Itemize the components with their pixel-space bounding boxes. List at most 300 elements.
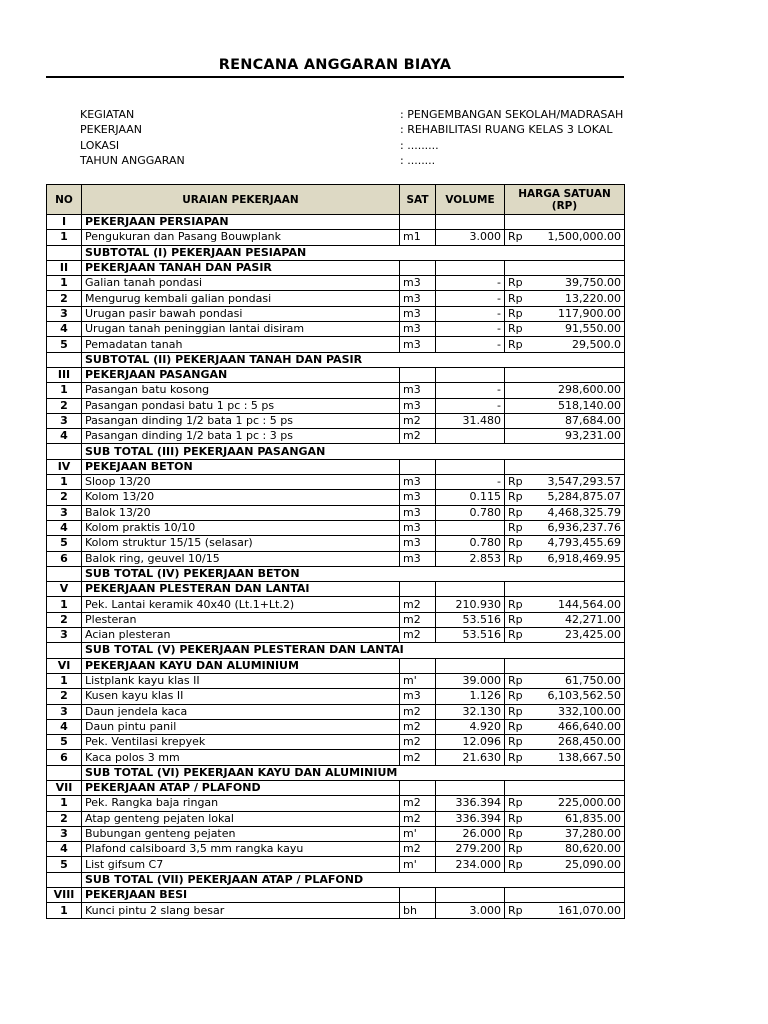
currency-cell	[505, 658, 537, 673]
item-description: Listplank kayu klas II	[82, 673, 400, 688]
table-row	[47, 903, 625, 918]
item-description: List gifsum C7	[82, 857, 400, 872]
unit-cell: m2	[400, 612, 436, 627]
unit-cell: m1	[400, 230, 436, 245]
currency-cell: Rp	[505, 306, 537, 321]
currency-cell	[505, 367, 537, 382]
info-row-kegiatan	[80, 107, 640, 122]
currency-cell	[505, 888, 537, 903]
currency-cell: Rp	[505, 505, 537, 520]
subtotal-label: SUB TOTAL (IV) PEKERJAAN BETON	[82, 566, 625, 581]
section-row	[47, 260, 625, 275]
row-number	[47, 643, 82, 658]
volume-cell: 31.480	[436, 413, 505, 428]
volume-cell	[436, 260, 505, 275]
row-number: 1	[47, 673, 82, 688]
volume-cell: 0.115	[436, 490, 505, 505]
row-number: 1	[47, 276, 82, 291]
row-number: 3	[47, 413, 82, 428]
price-cell: 332,100.00	[537, 704, 625, 719]
item-description: Sloop 13/20	[82, 475, 400, 490]
currency-cell: Rp	[505, 842, 537, 857]
unit-cell: m2	[400, 628, 436, 643]
item-description: Galian tanah pondasi	[82, 276, 400, 291]
currency-cell: Rp	[505, 597, 537, 612]
volume-cell: 21.630	[436, 750, 505, 765]
volume-cell	[436, 780, 505, 795]
currency-cell: Rp	[505, 857, 537, 872]
table-row	[47, 398, 625, 413]
section-row	[47, 658, 625, 673]
row-number: II	[47, 260, 82, 275]
row-number: 4	[47, 842, 82, 857]
price-cell	[537, 215, 625, 230]
unit-cell: m3	[400, 490, 436, 505]
info-value: : PENGEMBANGAN SEKOLAH/MADRASAH	[400, 108, 624, 121]
price-cell: 225,000.00	[537, 796, 625, 811]
volume-cell: -	[436, 322, 505, 337]
item-description: Pasangan dinding 1/2 bata 1 pc : 5 ps	[82, 413, 400, 428]
currency-cell	[505, 582, 537, 597]
section-row	[47, 582, 625, 597]
table-row	[47, 689, 625, 704]
price-cell: 144,564.00	[537, 597, 625, 612]
item-description: Pemadatan tanah	[82, 337, 400, 352]
currency-cell: Rp	[505, 903, 537, 918]
item-description: Kolom praktis 10/10	[82, 520, 400, 535]
unit-cell: m2	[400, 842, 436, 857]
table-row	[47, 551, 625, 566]
item-description: Acian plesteran	[82, 628, 400, 643]
item-description: Urugan pasir bawah pondasi	[82, 306, 400, 321]
volume-cell: 234.000	[436, 857, 505, 872]
currency-cell: Rp	[505, 750, 537, 765]
unit-cell: m3	[400, 276, 436, 291]
volume-cell: 53.516	[436, 612, 505, 627]
item-description: Pek. Lantai keramik 40x40 (Lt.1+Lt.2)	[82, 597, 400, 612]
table-row	[47, 306, 625, 321]
row-number	[47, 245, 82, 260]
unit-cell: m2	[400, 597, 436, 612]
volume-cell: 1.126	[436, 689, 505, 704]
project-info	[80, 107, 640, 169]
unit-cell: m2	[400, 750, 436, 765]
subtotal-row	[47, 566, 625, 581]
unit-cell: m3	[400, 689, 436, 704]
row-number: 4	[47, 322, 82, 337]
currency-cell: Rp	[505, 337, 537, 352]
volume-cell: -	[436, 398, 505, 413]
currency-cell	[505, 215, 537, 230]
price-cell: 5,284,875.07	[537, 490, 625, 505]
price-cell: 29,500.0	[537, 337, 625, 352]
unit-cell: bh	[400, 903, 436, 918]
col-header-harga-line2: (RP)	[551, 199, 578, 212]
col-header-volume: VOLUME	[436, 185, 505, 215]
sat-cell	[400, 582, 436, 597]
subtotal-row	[47, 352, 625, 367]
unit-cell: m3	[400, 322, 436, 337]
row-number: 1	[47, 597, 82, 612]
currency-cell: Rp	[505, 719, 537, 734]
row-number: 1	[47, 796, 82, 811]
unit-cell: m3	[400, 536, 436, 551]
currency-cell: Rp	[505, 322, 537, 337]
table-row	[47, 597, 625, 612]
unit-cell: m3	[400, 520, 436, 535]
unit-cell: m3	[400, 551, 436, 566]
item-description: Balok ring, geuvel 10/15	[82, 551, 400, 566]
section-row	[47, 888, 625, 903]
table-row	[47, 735, 625, 750]
currency-cell	[505, 459, 537, 474]
price-cell: 6,103,562.50	[537, 689, 625, 704]
row-number: 1	[47, 230, 82, 245]
table-row	[47, 673, 625, 688]
currency-cell: Rp	[505, 520, 537, 535]
subtotal-label: SUBTOTAL (I) PEKERJAAN PESIAPAN	[82, 245, 625, 260]
unit-cell: m2	[400, 429, 436, 444]
currency-cell: Rp	[505, 796, 537, 811]
row-number: VI	[47, 658, 82, 673]
table-row	[47, 291, 625, 306]
subtotal-row	[47, 643, 625, 658]
volume-cell: 336.394	[436, 811, 505, 826]
price-cell: 117,900.00	[537, 306, 625, 321]
item-description: Daun jendela kaca	[82, 704, 400, 719]
volume-cell	[436, 658, 505, 673]
currency-cell	[505, 383, 537, 398]
table-row	[47, 811, 625, 826]
price-cell: 4,468,325.79	[537, 505, 625, 520]
price-cell	[537, 658, 625, 673]
subtotal-row	[47, 444, 625, 459]
info-value: : ........	[400, 154, 436, 168]
price-cell	[537, 780, 625, 795]
price-cell: 93,231.00	[537, 429, 625, 444]
info-value: : REHABILITASI RUANG KELAS 3 LOKAL	[400, 123, 613, 137]
sat-cell	[400, 260, 436, 275]
table-body	[47, 215, 625, 919]
table-row	[47, 719, 625, 734]
volume-cell	[436, 215, 505, 230]
volume-cell: -	[436, 276, 505, 291]
price-cell: 25,090.00	[537, 857, 625, 872]
table-row	[47, 505, 625, 520]
section-row	[47, 367, 625, 382]
row-number: 4	[47, 520, 82, 535]
price-cell: 298,600.00	[537, 383, 625, 398]
subtotal-label: SUB TOTAL (V) PEKERJAAN PLESTERAN DAN LANTAI	[82, 643, 625, 658]
price-cell: 138,667.50	[537, 750, 625, 765]
volume-cell: 12.096	[436, 735, 505, 750]
currency-cell: Rp	[505, 811, 537, 826]
unit-cell: m3	[400, 475, 436, 490]
info-row-tahun-anggaran	[80, 153, 640, 168]
price-cell: 61,835.00	[537, 811, 625, 826]
unit-cell: m2	[400, 719, 436, 734]
item-description: Daun pintu panil	[82, 719, 400, 734]
price-cell: 518,140.00	[537, 398, 625, 413]
item-description: Pasangan pondasi batu 1 pc : 5 ps	[82, 398, 400, 413]
row-number	[47, 566, 82, 581]
row-number: 2	[47, 689, 82, 704]
row-number: 6	[47, 750, 82, 765]
page-title: RENCANA ANGGARAN BIAYA	[218, 57, 452, 73]
item-description: Pasangan dinding 1/2 bata 1 pc : 3 ps	[82, 429, 400, 444]
row-number: 2	[47, 291, 82, 306]
volume-cell: 26.000	[436, 826, 505, 841]
sat-cell	[400, 215, 436, 230]
currency-cell: Rp	[505, 475, 537, 490]
table-row	[47, 413, 625, 428]
volume-cell: 3.000	[436, 230, 505, 245]
sat-cell	[400, 780, 436, 795]
row-number	[47, 352, 82, 367]
row-number: 5	[47, 536, 82, 551]
table-row	[47, 704, 625, 719]
row-number	[47, 444, 82, 459]
currency-cell: Rp	[505, 551, 537, 566]
row-number	[47, 765, 82, 780]
section-title: PEKERJAAN PERSIAPAN	[82, 215, 400, 230]
row-number	[47, 872, 82, 887]
price-cell: 61,750.00	[537, 673, 625, 688]
item-description: Urugan tanah peninggian lantai disiram	[82, 322, 400, 337]
sat-cell	[400, 658, 436, 673]
currency-cell: Rp	[505, 490, 537, 505]
info-value: : .........	[400, 138, 439, 152]
price-cell: 6,918,469.95	[537, 551, 625, 566]
price-cell: 91,550.00	[537, 322, 625, 337]
volume-cell: -	[436, 291, 505, 306]
subtotal-label: SUB TOTAL (III) PEKERJAAN PASANGAN	[82, 444, 625, 459]
volume-cell: 53.516	[436, 628, 505, 643]
volume-cell: 0.780	[436, 536, 505, 551]
price-cell: 42,271.00	[537, 612, 625, 627]
unit-cell: m3	[400, 291, 436, 306]
item-description: Bubungan genteng pejaten	[82, 826, 400, 841]
price-cell	[537, 582, 625, 597]
price-cell: 466,640.00	[537, 719, 625, 734]
item-description: Balok 13/20	[82, 505, 400, 520]
section-title: PEKERJAAN TANAH DAN PASIR	[82, 260, 400, 275]
table-row	[47, 536, 625, 551]
volume-cell: 32.130	[436, 704, 505, 719]
table-row	[47, 826, 625, 841]
row-number: I	[47, 215, 82, 230]
info-label: TAHUN ANGGARAN	[80, 154, 185, 168]
table-row	[47, 322, 625, 337]
currency-cell	[505, 780, 537, 795]
row-number: 1	[47, 903, 82, 918]
volume-cell: 279.200	[436, 842, 505, 857]
info-label: PEKERJAAN	[80, 123, 143, 137]
col-header-sat: SAT	[400, 185, 436, 215]
volume-cell: 39.000	[436, 673, 505, 688]
price-cell: 13,220.00	[537, 291, 625, 306]
table-header-row	[47, 185, 625, 215]
unit-cell: m3	[400, 337, 436, 352]
sat-cell	[400, 888, 436, 903]
volume-cell	[436, 429, 505, 444]
table-row	[47, 857, 625, 872]
row-number: VII	[47, 780, 82, 795]
info-label: KEGIATAN	[80, 108, 135, 121]
table-row	[47, 796, 625, 811]
unit-cell: m2	[400, 704, 436, 719]
sat-cell	[400, 459, 436, 474]
price-cell: 161,070.00	[537, 903, 625, 918]
row-number: 6	[47, 551, 82, 566]
section-row	[47, 780, 625, 795]
row-number: 4	[47, 429, 82, 444]
section-title: PEKERJAAN ATAP / PLAFOND	[82, 780, 400, 795]
sat-cell	[400, 367, 436, 382]
row-number: 1	[47, 383, 82, 398]
table-row	[47, 383, 625, 398]
volume-cell	[436, 367, 505, 382]
subtotal-label: SUB TOTAL (VII) PEKERJAAN ATAP / PLAFOND	[82, 872, 625, 887]
unit-cell: m2	[400, 796, 436, 811]
price-cell: 1,500,000.00	[537, 230, 625, 245]
price-cell	[537, 888, 625, 903]
unit-cell: m2	[400, 735, 436, 750]
item-description: Plafond calsiboard 3,5 mm rangka kayu	[82, 842, 400, 857]
item-description: Pengukuran dan Pasang Bouwplank	[82, 230, 400, 245]
unit-cell: m3	[400, 383, 436, 398]
volume-cell: 0.780	[436, 505, 505, 520]
row-number: 3	[47, 704, 82, 719]
item-description: Plesteran	[82, 612, 400, 627]
row-number: IV	[47, 459, 82, 474]
section-row	[47, 459, 625, 474]
currency-cell: Rp	[505, 536, 537, 551]
subtotal-label: SUBTOTAL (II) PEKERJAAN TANAH DAN PASIR	[82, 352, 625, 367]
col-header-uraian: URAIAN PEKERJAAN	[82, 185, 400, 215]
unit-cell: m2	[400, 413, 436, 428]
volume-cell	[436, 520, 505, 535]
table-row	[47, 750, 625, 765]
volume-cell: -	[436, 306, 505, 321]
volume-cell: -	[436, 383, 505, 398]
currency-cell	[505, 429, 537, 444]
table-row	[47, 520, 625, 535]
item-description: Kolom struktur 15/15 (selasar)	[82, 536, 400, 551]
currency-cell: Rp	[505, 735, 537, 750]
col-header-harga-line1: HARGA SATUAN	[518, 187, 611, 200]
unit-cell: m2	[400, 811, 436, 826]
unit-cell: m3	[400, 306, 436, 321]
section-title: PEKERJAAN PASANGAN	[82, 367, 400, 382]
volume-cell: 2.853	[436, 551, 505, 566]
price-cell: 87,684.00	[537, 413, 625, 428]
info-row-pekerjaan	[80, 122, 640, 137]
item-description: Kaca polos 3 mm	[82, 750, 400, 765]
item-description: Kolom 13/20	[82, 490, 400, 505]
table-row	[47, 490, 625, 505]
unit-cell: m'	[400, 673, 436, 688]
volume-cell	[436, 582, 505, 597]
price-cell: 268,450.00	[537, 735, 625, 750]
volume-cell: -	[436, 337, 505, 352]
table-row	[47, 337, 625, 352]
unit-cell: m'	[400, 857, 436, 872]
info-label: LOKASI	[80, 138, 120, 152]
table-row	[47, 842, 625, 857]
currency-cell: Rp	[505, 230, 537, 245]
volume-cell: 4.920	[436, 719, 505, 734]
section-title: PEKERJAAN KAYU DAN ALUMINIUM	[82, 658, 400, 673]
unit-cell: m'	[400, 826, 436, 841]
row-number: V	[47, 582, 82, 597]
currency-cell: Rp	[505, 276, 537, 291]
table-row	[47, 429, 625, 444]
price-cell: 37,280.00	[537, 826, 625, 841]
currency-cell	[505, 413, 537, 428]
subtotal-label: SUB TOTAL (VI) PEKERJAAN KAYU DAN ALUMINIUM	[82, 765, 625, 780]
volume-cell	[436, 459, 505, 474]
row-number: 3	[47, 826, 82, 841]
price-cell: 6,936,237.76	[537, 520, 625, 535]
row-number: 2	[47, 612, 82, 627]
table-row	[47, 276, 625, 291]
item-description: Mengurug kembali galian pondasi	[82, 291, 400, 306]
row-number: 5	[47, 735, 82, 750]
currency-cell: Rp	[505, 826, 537, 841]
row-number: VIII	[47, 888, 82, 903]
table-row	[47, 612, 625, 627]
row-number: 2	[47, 398, 82, 413]
section-title: PEKERJAAN BESI	[82, 888, 400, 903]
item-description: Pasangan batu kosong	[82, 383, 400, 398]
table-row	[47, 628, 625, 643]
volume-cell: -	[436, 475, 505, 490]
price-cell: 4,793,455.69	[537, 536, 625, 551]
price-cell	[537, 367, 625, 382]
row-number: 3	[47, 505, 82, 520]
col-header-harga	[505, 185, 625, 215]
subtotal-row	[47, 872, 625, 887]
currency-cell: Rp	[505, 612, 537, 627]
budget-table	[46, 184, 625, 919]
currency-cell: Rp	[505, 291, 537, 306]
currency-cell: Rp	[505, 704, 537, 719]
item-description: Pek. Rangka baja ringan	[82, 796, 400, 811]
price-cell	[537, 260, 625, 275]
volume-cell: 3.000	[436, 903, 505, 918]
currency-cell	[505, 398, 537, 413]
currency-cell: Rp	[505, 628, 537, 643]
price-cell: 39,750.00	[537, 276, 625, 291]
item-description: Kunci pintu 2 slang besar	[82, 903, 400, 918]
price-cell	[537, 459, 625, 474]
currency-cell: Rp	[505, 689, 537, 704]
row-number: 4	[47, 719, 82, 734]
price-cell: 80,620.00	[537, 842, 625, 857]
row-number: 2	[47, 811, 82, 826]
unit-cell: m3	[400, 505, 436, 520]
section-title: PEKEJAAN BETON	[82, 459, 400, 474]
title-underline	[46, 76, 624, 78]
row-number: III	[47, 367, 82, 382]
volume-cell: 210.930	[436, 597, 505, 612]
currency-cell	[505, 260, 537, 275]
table-row	[47, 475, 625, 490]
row-number: 2	[47, 490, 82, 505]
volume-cell	[436, 888, 505, 903]
item-description: Atap genteng pejaten lokal	[82, 811, 400, 826]
